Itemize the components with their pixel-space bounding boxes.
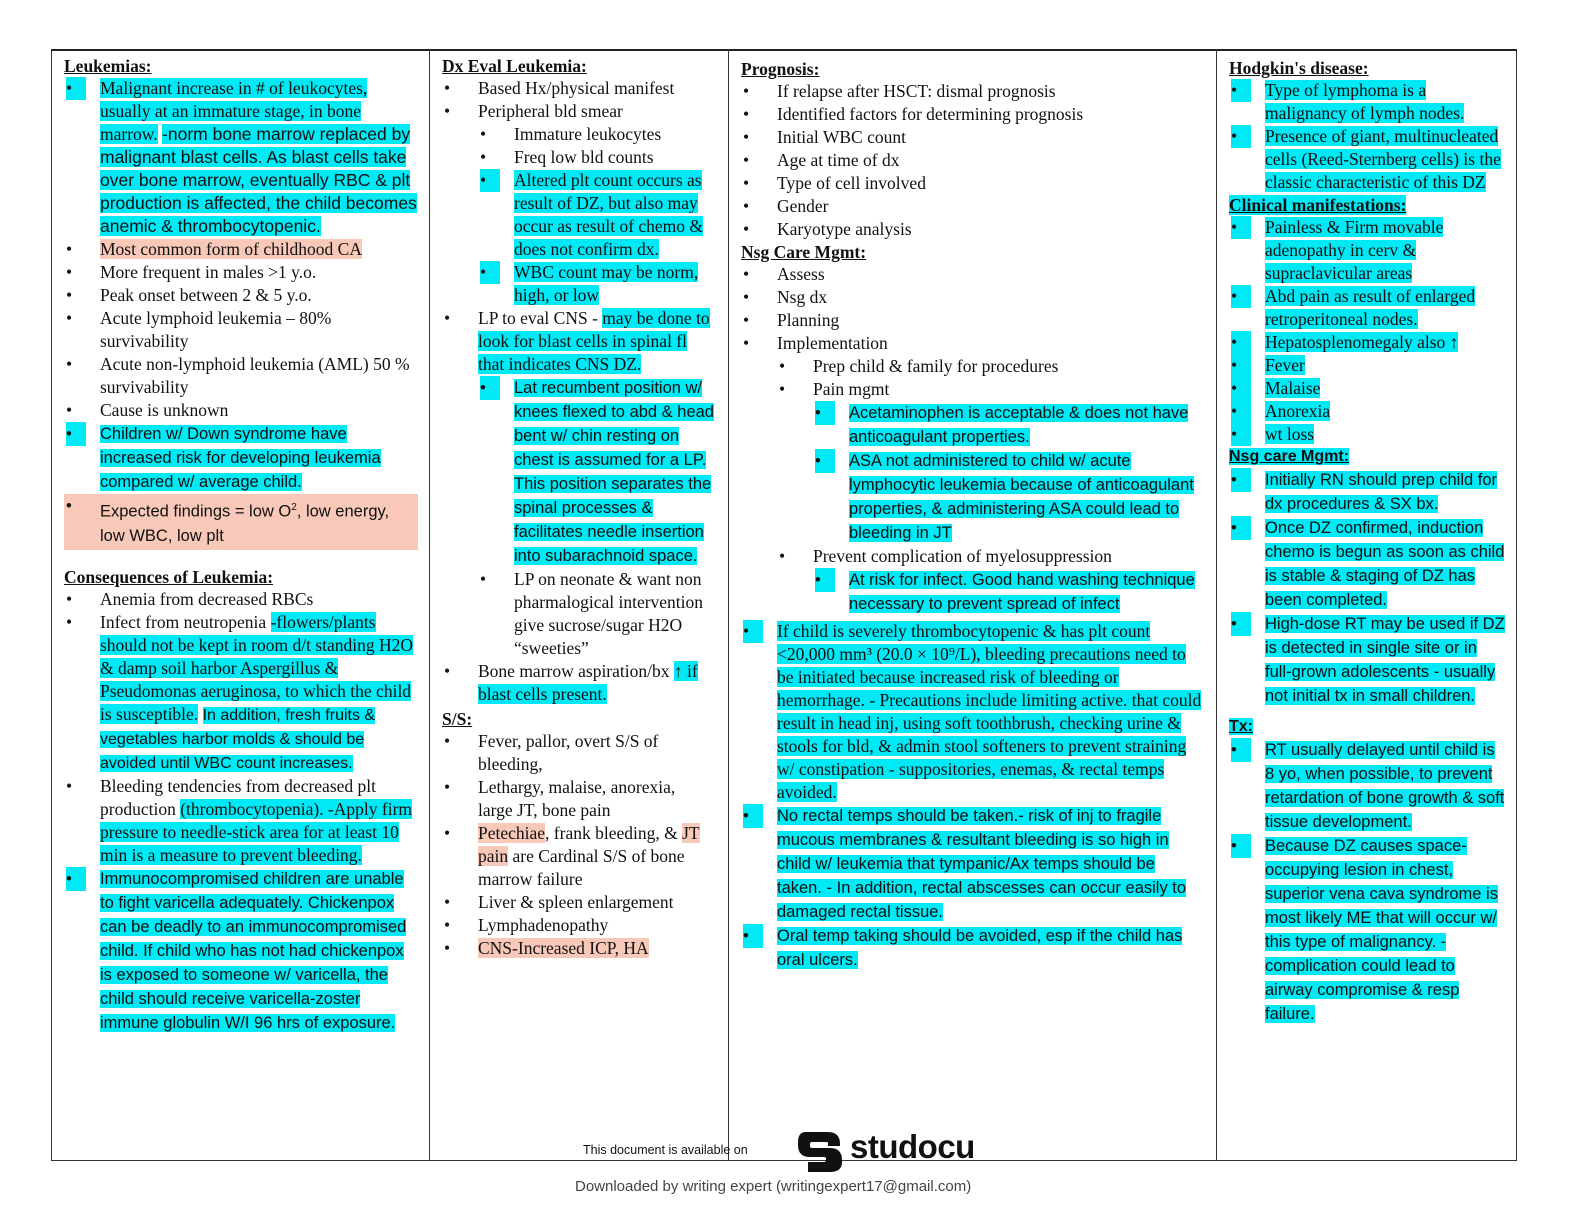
list-item: • Acute lymphoid leukemia – 80% survivability <box>66 308 332 351</box>
list-item: • Presence of giant, multinucleated cells (Reed-Sternberg cells) is the classic characteristic of this DZ <box>1231 126 1501 192</box>
list-item: • Oral temp taking should be avoided, esp if the child has oral ulcers. <box>741 924 1203 972</box>
list-item: • LP on neonate & want non pharmalogical intervention give sucrose/sugar H2O “sweeties” <box>480 569 704 658</box>
list-item: • Fever <box>1231 355 1305 375</box>
list-item: • Malaise <box>1231 378 1321 398</box>
list-item: • Lethargy, malaise, anorexia, large JT, bone pain <box>444 777 676 820</box>
list-item: • At risk for infect. Good hand washing technique necessary to prevent spread of infect <box>741 568 1203 616</box>
list-item: • Because DZ causes space-occupying lesion in chest, superior vena cava syndrome is most likely ME that will occur w/ this type of malignancy. - complication could lead to airway compromise & resp failure. <box>1229 834 1507 1026</box>
list-item: • Children w/ Down syndrome have increased risk for developing leukemia compared w/ average child. <box>64 422 418 494</box>
list-item: • Age at time of dx <box>743 150 900 170</box>
heading-nsg-care: Nsg Care Mgmt: <box>741 242 867 262</box>
column-hodgkins <box>1229 49 1507 1161</box>
list-item: • Type of lymphoma is a malignancy of lymph nodes. <box>1231 80 1465 123</box>
list-item: • Freq low bld counts <box>480 147 654 167</box>
list-item: • Anorexia <box>1231 401 1331 421</box>
footer-downloaded-text: Downloaded by writing expert (writingexpert17@gmail.com) <box>575 1178 972 1195</box>
list-item: • Abd pain as result of enlarged retroperitoneal nodes. <box>1231 286 1476 329</box>
studocu-brand-text: studocu <box>850 1128 975 1165</box>
list-item: • Pain mgmt <box>779 379 890 399</box>
list-item: • If child is severely thrombocytopenic & has plt count <20,000 mm³ (20.0 × 10⁹/L), bleeding precautions need to be initiated because increased risk of bleeding or hemorrhage. - Precautions include limiting active. that could result in head inj, using soft toothbrush, checking urine & stools for bld, & admin stool softeners to prevent straining w/ constipation - suppositories, enemas, & rectal temps avoided. <box>743 621 1202 802</box>
list-item: • Identified factors for determining prognosis <box>743 104 1084 124</box>
list-item: • If relapse after HSCT: dismal prognosis <box>743 81 1056 101</box>
list-item: • Implementation <box>743 333 888 353</box>
list-item: • Once DZ confirmed, induction chemo is begun as soon as child is stable & staging of DZ has been completed. <box>1229 516 1507 612</box>
list-item: • Nsg dx <box>743 287 828 307</box>
heading-dx-eval: Dx Eval Leukemia: <box>442 56 587 76</box>
list-item: • Painless & Firm movable adenopathy in cerv & supraclavicular areas <box>1231 217 1444 283</box>
list-item: • Prep child & family for procedures <box>779 356 1059 376</box>
heading-clinical-manifestations: Clinical manifestations: <box>1229 195 1407 215</box>
list-item: • Bone marrow aspiration/bx ↑ if blast cells present. <box>444 661 698 704</box>
list-item: • Planning <box>743 310 840 330</box>
list-item: • Type of cell involved <box>743 173 926 193</box>
list-item: • Gender <box>743 196 829 216</box>
list-item: • Initially RN should prep child for dx procedures & SX bx. <box>1229 468 1507 516</box>
heading-nsg-care-hodgkins: Nsg care Mgmt: <box>1229 448 1350 465</box>
list-item: • LP to eval CNS - may be done to look for blast cells in spinal fl that indicates CNS DZ. <box>444 308 710 374</box>
list-item: • Anemia from decreased RBCs <box>66 588 314 609</box>
list-item: • Peak onset between 2 & 5 y.o. <box>66 285 312 305</box>
list-item: • Initial WBC count <box>743 127 906 147</box>
column-divider <box>1216 49 1217 1161</box>
heading-hodgkins: Hodgkin's disease: <box>1229 58 1369 78</box>
studocu-logo-icon <box>798 1128 844 1174</box>
list-item: • High-dose RT may be used if DZ is detected in single site or in full-grown adolescents - usually not initial tx in small children. <box>1229 612 1507 708</box>
list-item: • Acute non-lymphoid leukemia (AML) 50 % survivability <box>66 354 410 397</box>
list-item: • Immature leukocytes <box>480 124 662 144</box>
list-item: • Karyotype analysis <box>743 219 912 239</box>
list-item: • Liver & spleen enlargement <box>444 892 674 912</box>
list-item: • CNS-Increased ICP, HA <box>444 938 649 958</box>
list-item: • Peripheral bld smear <box>444 101 623 121</box>
heading-prognosis: Prognosis: <box>741 59 820 79</box>
list-item: • Lymphadenopathy <box>444 915 609 935</box>
list-item: • Hepatosplenomegaly also ↑ <box>1231 332 1459 352</box>
column-divider <box>429 49 430 1161</box>
list-item: • Expected findings = low $O^2$, low energy, low WBC, low plt <box>64 494 418 550</box>
list-item: • Most common form of childhood CA <box>66 239 362 259</box>
list-item: • WBC count may be norm, high, or low <box>480 262 699 305</box>
list-item: • Altered plt count occurs as result of DZ, but also may occur as result of chemo & does not confirm dx. <box>480 170 704 259</box>
heading-tx: Tx: <box>1229 718 1253 735</box>
list-item: • Based Hx/physical manifest <box>444 78 675 98</box>
list-item: • ASA not administered to child w/ acute lymphocytic leukemia because of anticoagulant properties, & administering ASA could lead to bleeding in JT <box>741 449 1203 545</box>
list-item: • Cause is unknown <box>66 400 229 420</box>
list-item: • wt loss <box>1231 424 1315 444</box>
list-item: • Petechiae, frank bleeding, & JT pain are Cardinal S/S of bone marrow failure <box>444 823 700 889</box>
list-item: • Fever, pallor, overt S/S of bleeding, <box>444 731 659 774</box>
list-item: • Malignant increase in # of leukocytes, usually at an immature stage, in bone marrow. -norm bone marrow replaced by malignant blast cells. As blast cells take over bone marrow, eventually RBC & plt production is affected, the child becomes anemic & thrombocytopenic. <box>66 78 417 236</box>
heading-leukemias: Leukemias: <box>64 56 152 76</box>
column-leukemias <box>64 49 418 1161</box>
column-divider <box>728 49 729 1161</box>
list-item: • Acetaminophen is acceptable & does not have anticoagulant properties. <box>741 401 1203 449</box>
footer-available-text: This document is available on <box>583 1143 748 1157</box>
list-item: • Immunocompromised children are unable to fight varicella adequately. Chickenpox can be deadly to an immunocompromised child. If child who has not had chickenpox is exposed to someone w/ varicella, the child should receive varicella-zoster immune globulin W/I 96 hrs of exposure. <box>64 867 418 1035</box>
list-item: • Assess <box>743 264 825 284</box>
list-item: • Bleeding tendencies from decreased plt production (thrombocytopenia). -Apply firm pressure to needle-stick area for at least 10 min is a measure to prevent bleeding. <box>66 775 413 865</box>
column-dx-eval <box>442 49 714 1161</box>
list-item: • No rectal temps should be taken.- risk of inj to fragile mucous membranes & resultant bleeding is so high in child w/ leukemia that tympanic/Ax temps should be taken. - In addition, rectal abscesses can occur easily to damaged rectal tissue. <box>741 804 1203 924</box>
list-item: • Lat recumbent position w/ knees flexed to abd & head bent w/ chin resting on chest is assumed for a LP. This position separates the spinal processes & facilitates needle insertion into subarachnoid space. <box>442 376 714 568</box>
list-item: • Prevent complication of myelosuppression <box>779 546 1112 566</box>
list-item: • Infect from neutropenia -flowers/plants should not be kept in room d/t standing H2O & damp soil harbor Aspergillus & Pseudomonas aeruginosa, to which the child is susceptible. In addition, fresh fruits & vegetables harbor molds & should be avoided until WBC count increases. <box>66 611 414 772</box>
heading-signs-symptoms: S/S: <box>442 709 473 729</box>
column-prognosis <box>741 49 1203 1161</box>
list-item: • RT usually delayed until child is 8 yo, when possible, to prevent retardation of bone growth & soft tissue development. <box>1229 738 1507 834</box>
list-item: • More frequent in males >1 y.o. <box>66 262 317 282</box>
heading-consequences: Consequences of Leukemia: <box>64 566 274 587</box>
